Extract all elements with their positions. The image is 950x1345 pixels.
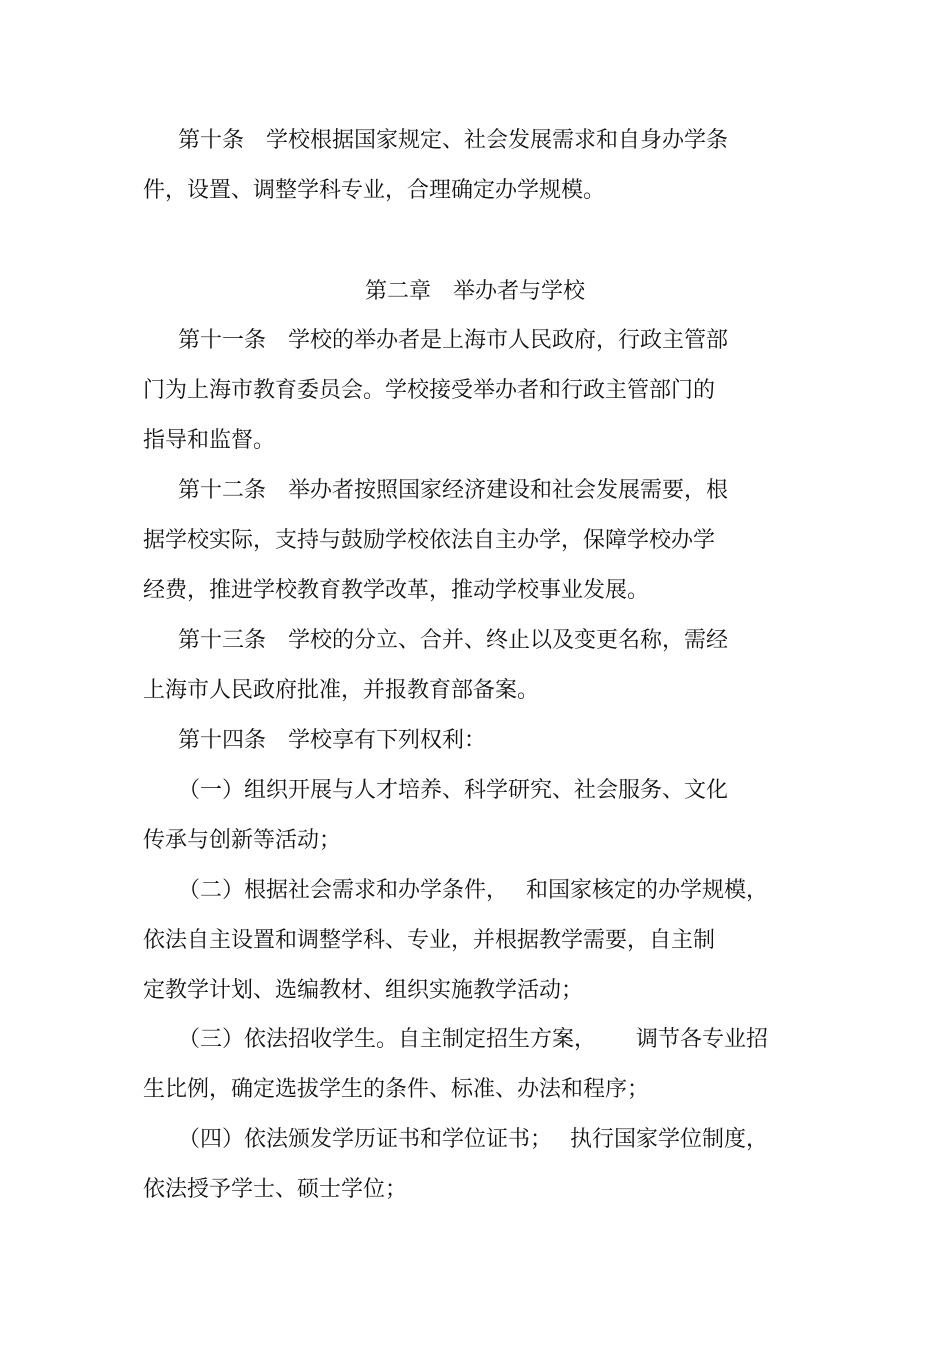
article-14-item-2-line-2: 依法自主设置和调整学科、专业，并根据教学需要，自主制: [143, 928, 716, 953]
article-14-item-4-line-2: 依法授予学士、硕士学位；: [143, 1177, 408, 1202]
article-11-line-2: 门为上海市教育委员会。学校接受举办者和行政主管部门的: [143, 378, 716, 403]
article-12-line-1: 第十二条 举办者按照国家经济建设和社会发展需要，根: [178, 478, 729, 503]
article-13-line-1: 第十三条 学校的分立、合并、终止以及变更名称，需经: [178, 628, 729, 653]
article-14-item-3-line-1: （三）依法招收学生。自主制定招生方案， 调节各专业招: [178, 1027, 768, 1052]
article-14-line-1: 第十四条 学校享有下列权利：: [178, 728, 487, 753]
article-10-line-1: 第十条 学校根据国家规定、社会发展需求和自身办学条: [178, 128, 729, 153]
article-14-item-3-line-2: 生比例，确定选拔学生的条件、标准、办法和程序；: [143, 1077, 650, 1102]
article-13-line-2: 上海市人民政府批准，并报教育部备案。: [143, 678, 540, 703]
chapter-2-heading: 第二章 举办者与学校: [364, 279, 585, 304]
article-14-item-1-line-2: 传承与创新等活动；: [143, 828, 342, 853]
article-14-item-4-line-1: （四）依法颁发学历证书和学位证书； 执行国家学位制度，: [178, 1127, 768, 1152]
article-14-item-1-line-1: （一）组织开展与人才培养、科学研究、社会服务、文化: [178, 778, 729, 803]
article-14-item-2-line-1: （二）根据社会需求和办学条件， 和国家核定的办学规模，: [178, 878, 768, 903]
article-11-line-3: 指导和监督。: [143, 428, 276, 453]
article-12-line-3: 经费，推进学校教育教学改革，推动学校事业发展。: [143, 578, 650, 603]
article-10-line-2: 件，设置、调整学科专业，合理确定办学规模。: [143, 178, 606, 203]
article-12-line-2: 据学校实际，支持与鼓励学校依法自主办学，保障学校办学: [143, 528, 716, 553]
article-14-item-2-line-3: 定教学计划、选编教材、组织实施教学活动；: [143, 978, 584, 1003]
article-11-line-1: 第十一条 学校的举办者是上海市人民政府，行政主管部: [178, 328, 729, 353]
